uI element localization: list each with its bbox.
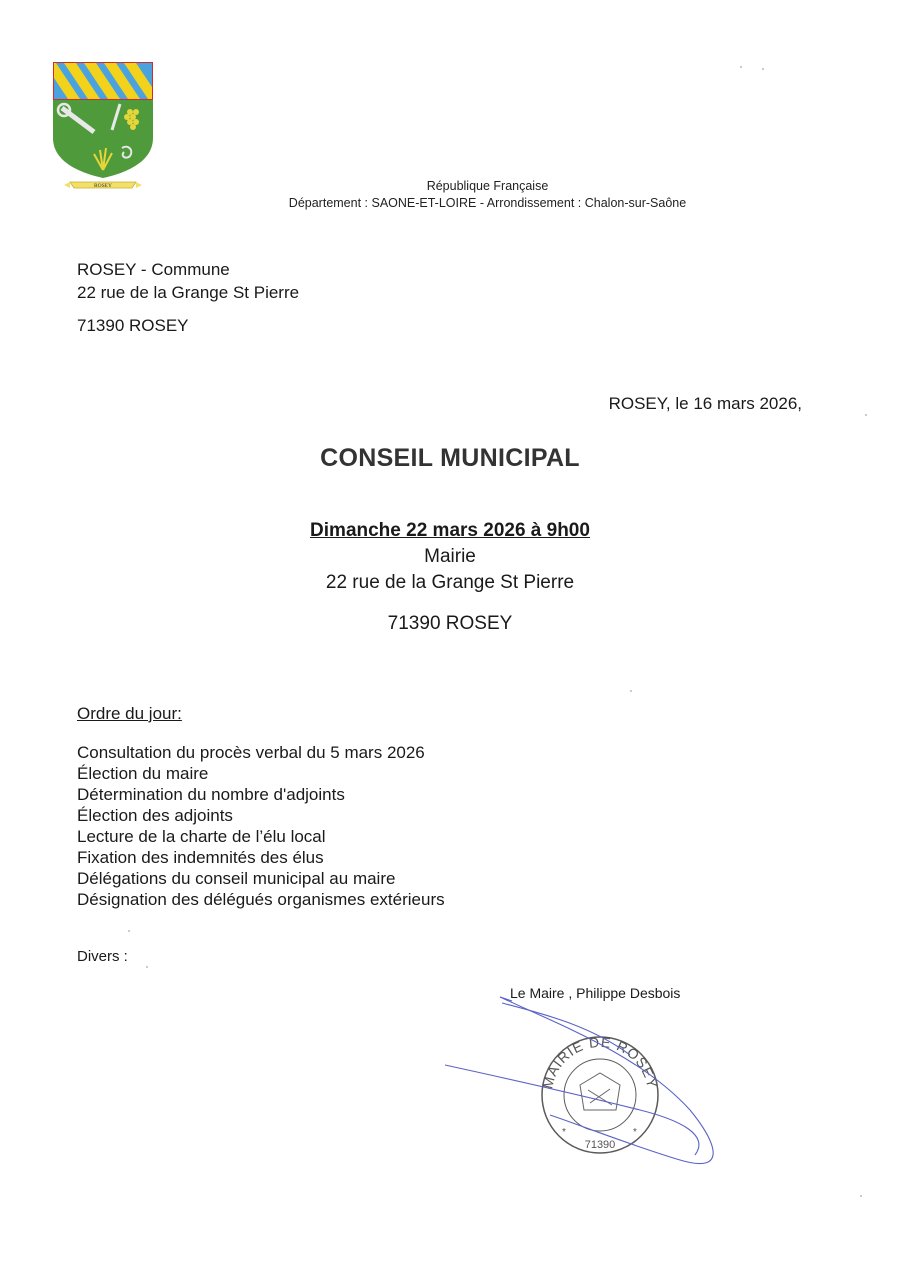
coat-of-arms bbox=[50, 60, 156, 192]
sender-line-3: 71390 ROSEY bbox=[77, 316, 189, 335]
header-department: Département : SAONE-ET-LOIRE - Arrondissement : Chalon-sur-Saône bbox=[288, 196, 687, 210]
svg-text:*: * bbox=[633, 1127, 637, 1138]
agenda-item: Délégations du conseil municipal au maire bbox=[77, 869, 396, 888]
agenda-item: Élection des adjoints bbox=[77, 806, 233, 825]
svg-text:*: * bbox=[562, 1127, 566, 1138]
mayor-stamp-signature bbox=[440, 985, 740, 1185]
stamp-zip: 71390 bbox=[584, 1139, 616, 1151]
agenda-item: Désignation des délégués organismes extérieurs bbox=[77, 890, 445, 909]
document-title: CONSEIL MUNICIPAL bbox=[320, 444, 580, 472]
header-republic: République Française bbox=[426, 179, 549, 193]
svg-text:MAIRIE DE ROSEY bbox=[539, 1034, 660, 1090]
coat-label: ROSEY bbox=[93, 183, 113, 189]
agenda-misc: Divers : bbox=[77, 948, 128, 965]
sender-line-2: 22 rue de la Grange St Pierre bbox=[77, 283, 300, 302]
agenda-item: Détermination du nombre d'adjoints bbox=[77, 785, 345, 804]
stamp-text: MAIRIE DE ROSEY bbox=[539, 1033, 661, 1091]
letterhead bbox=[0, 178, 900, 212]
sender-address bbox=[77, 258, 299, 337]
meeting-place: Mairie bbox=[424, 546, 476, 567]
agenda-item: Fixation des indemnités des élus bbox=[77, 848, 324, 867]
date-line: ROSEY, le 16 mars 2026, bbox=[608, 394, 802, 413]
agenda-heading: Ordre du jour: bbox=[77, 704, 182, 723]
sender-line-1: ROSEY - Commune bbox=[77, 260, 230, 279]
signer-name: Le Maire , Philippe Desbois bbox=[510, 985, 681, 1001]
meeting-zip-city: 71390 ROSEY bbox=[387, 613, 513, 634]
agenda-list bbox=[77, 742, 445, 910]
meeting-street: 22 rue de la Grange St Pierre bbox=[325, 572, 575, 593]
meeting-datetime: Dimanche 22 mars 2026 à 9h00 bbox=[310, 520, 590, 541]
agenda-item: Consultation du procès verbal du 5 mars 2026 bbox=[77, 743, 425, 762]
agenda-item: Lecture de la charte de l’élu local bbox=[77, 827, 326, 846]
agenda-item: Élection du maire bbox=[77, 764, 209, 783]
meeting-details bbox=[0, 518, 900, 637]
